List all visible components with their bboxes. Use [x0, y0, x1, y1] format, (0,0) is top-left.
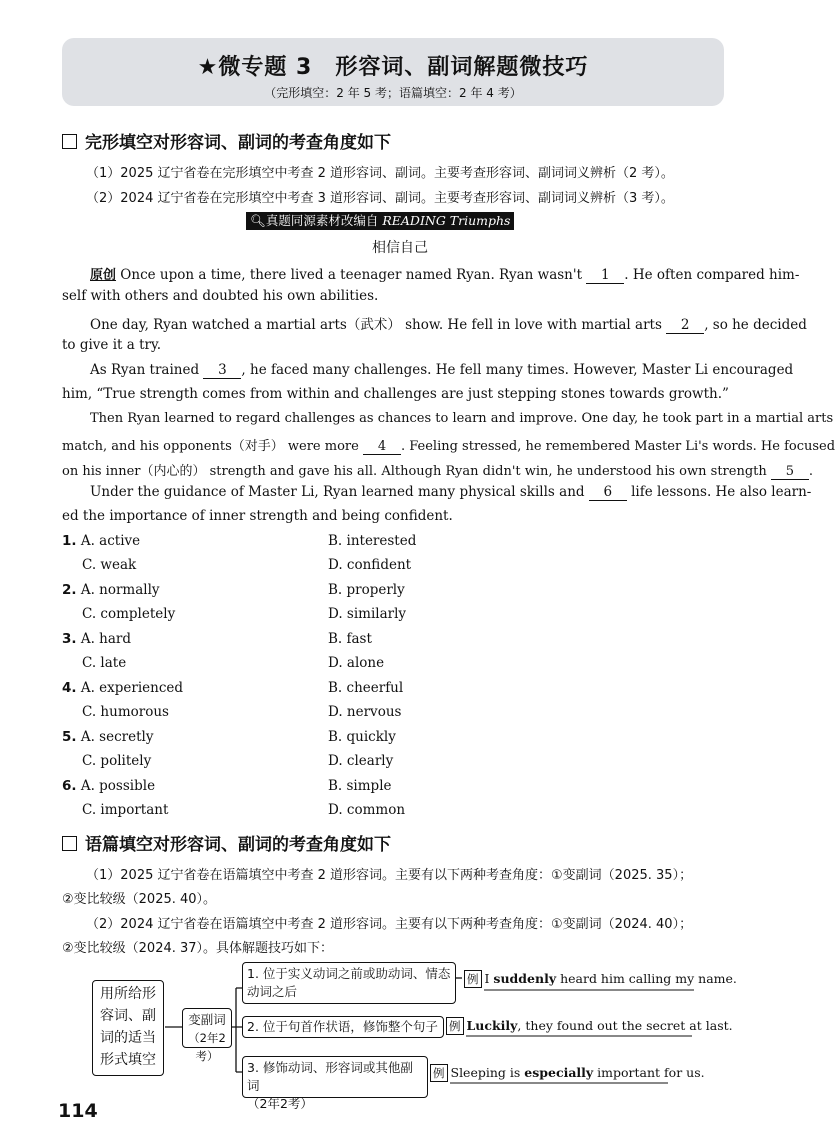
passage-line: ed the importance of inner strength and being confident.: [62, 508, 453, 524]
question-3: 3. A. hard: [62, 631, 131, 647]
option: C. humorous: [82, 704, 169, 720]
info-line: ②变比较级（2025. 40）。: [62, 892, 217, 907]
example-1: 例 I suddenly heard him calling my name.: [464, 970, 737, 988]
passage-line: 原创 Once upon a time, there lived a teenager named Ryan. Ryan wasn't 1 . He often compared him-: [90, 267, 800, 283]
option: D. similarly: [328, 606, 407, 622]
page-number: 114: [58, 1100, 98, 1122]
option: D. common: [328, 802, 406, 818]
blank-1: 1: [586, 267, 624, 284]
option: B. fast: [328, 631, 372, 647]
option: B. interested: [328, 533, 417, 549]
passage-line: to give it a try.: [62, 337, 162, 353]
blank-4: 4: [363, 439, 401, 455]
question-2: 2. A. normally: [62, 582, 160, 598]
blank-6: 6: [589, 484, 627, 501]
question-6: 6. A. possible: [62, 778, 156, 794]
question-1: 1. A. active: [62, 533, 141, 549]
info-line: ②变比较级（2024. 37）。具体解题技巧如下：: [62, 941, 334, 956]
option: C. completely: [82, 606, 176, 622]
blank-2: 2: [666, 317, 704, 334]
option: D. clearly: [328, 753, 394, 769]
option: C. late: [82, 655, 127, 671]
option: B. simple: [328, 778, 392, 794]
page-subtitle: （完形填空：2 年 5 考；语篇填空：2 年 4 考）: [264, 86, 522, 100]
source-label: 🔍︎真题同源素材改编自 READING Triumphs: [246, 212, 514, 230]
option: B. quickly: [328, 729, 396, 745]
blank-3: 3: [203, 362, 241, 379]
search-icon: 🔍︎: [250, 213, 266, 228]
option: C. politely: [82, 753, 152, 769]
option: C. weak: [82, 557, 137, 573]
example-2: 例 Luckily, they found out the secret at last.: [446, 1017, 733, 1035]
passage-line: match, and his opponents（对手） were more 4 . Feeling stressed, he remembered Master Li's words. He focused: [62, 439, 835, 454]
option: C. important: [82, 802, 169, 818]
example-3: 例 Sleeping is especially important for us.: [430, 1064, 705, 1082]
diagram-branch-2: 2. 位于句首作状语，修饰整个句子: [242, 1016, 444, 1038]
page-title: ★微专题 3 形容词、副词解题微技巧: [197, 55, 589, 80]
diagram-root: 用所给形 容词、副 词的适当 形式填空: [92, 980, 164, 1076]
passage-line: One day, Ryan watched a martial arts（武术） show. He fell in love with martial arts 2 , so he decided: [90, 317, 807, 333]
passage-line: him, “True strength comes from within and challenges are just stepping stones towards growth.”: [62, 386, 729, 402]
passage-line: As Ryan trained 3 , he faced many challenges. He fell many times. However, Master Li encouraged: [90, 362, 794, 378]
option: B. properly: [328, 582, 405, 598]
option: B. cheerful: [328, 680, 404, 696]
blank-5: 5: [771, 464, 809, 480]
diagram-branch-3: 3. 修饰动词、形容词或其他副词 （2年2考）: [242, 1056, 428, 1098]
passage-line: Then Ryan learned to regard challenges as chances to learn and improve. One day, he took part in a martial arts: [90, 411, 834, 426]
diagram-branch-1: 1. 位于实义动词之前或助动词、情态 动词之后: [242, 962, 456, 1004]
question-5: 5. A. secretly: [62, 729, 154, 745]
passage-line: on his inner（内心的） strength and gave his all. Although Ryan didn't win, he understood his own strength 5 .: [62, 464, 814, 479]
info-line: （2）2024 辽宁省卷在完形填空中考查 3 道形容词、副词。主要考查形容词、副词词义辨析（3 考）。: [86, 191, 674, 206]
section-heading-text-completion: 语篇填空对形容词、副词的考查角度如下: [62, 830, 391, 855]
question-4: 4. A. experienced: [62, 680, 184, 696]
info-line: （2）2024 辽宁省卷在语篇填空中考查 2 道形容词。主要有以下两种考查角度：①变副词（2024. 40）；: [86, 917, 693, 932]
option: D. nervous: [328, 704, 402, 720]
option: D. confident: [328, 557, 412, 573]
original-tag: 原创: [90, 268, 117, 283]
passage-line: self with others and doubted his own abilities.: [62, 288, 379, 304]
section-heading-cloze: 完形填空对形容词、副词的考查角度如下: [62, 128, 391, 153]
diagram-adverb-node: 变副词 （2年2考）: [182, 1008, 232, 1048]
option: D. alone: [328, 655, 385, 671]
cloze-title: 相信自己: [372, 240, 428, 256]
info-line: （1）2025 辽宁省卷在语篇填空中考查 2 道形容词。主要有以下两种考查角度：①变副词（2025. 35）；: [86, 868, 693, 883]
passage-line: Under the guidance of Master Li, Ryan learned many physical skills and 6 life lessons. He also learn-: [90, 484, 812, 500]
info-line: （1）2025 辽宁省卷在完形填空中考查 2 道形容词、副词。主要考查形容词、副词词义辨析（2 考）。: [86, 166, 674, 181]
